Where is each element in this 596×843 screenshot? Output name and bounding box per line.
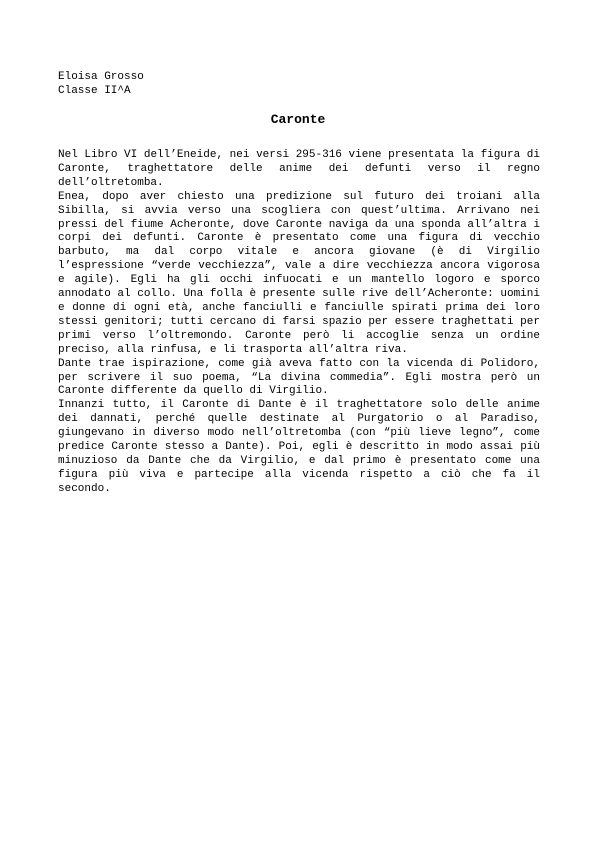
paragraph: Innanzi tutto, il Caronte di Dante è il traghettatore solo delle anime dei dannati, perché quelle destinate al Purgatorio o al Paradiso, giungevano in diverso modo nell’oltretomba (con “più lieve legno”, come predice Caronte stesso a Dante). Poi, egli è descritto in modo assai più minuzioso da Dante che da Virgilio, e dal primo è presentato come una figura più viva e partecipe alla vicenda rispetto a ciò che fa il secondo. xyxy=(58,399,540,495)
paragraph: Nel Libro VI dell’Eneide, nei versi 295-316 viene presentata la figura di Caronte, traghettatore delle anime dei defunti verso il regno dell’oltretomba. xyxy=(58,149,540,189)
document-header xyxy=(58,70,144,98)
document-title: Caronte xyxy=(270,112,326,127)
document-body xyxy=(58,149,540,497)
class-label: Classe II^A xyxy=(58,85,131,97)
author-name: Eloisa Grosso xyxy=(58,71,144,83)
paragraph: Enea, dopo aver chiesto una predizione sul futuro dei troiani alla Sibilla, si avvia verso una scogliera con quest’ultima. Arrivano nei pressi del fiume Acheronte, dove Caronte naviga da una sponda all’altra i corpi dei defunti. Caronte è presentato come una figura di vecchio barbuto, ma dal corpo vitale e ancora giovane (è di Virgilio l’espressione “verde vecchiezza”, vale a dire vecchiezza ancora vigorosa e agile). Egli ha gli occhi infuocati e un mantello logoro e sporco annodato al collo. Una folla è presente sulle rive dell’Acheronte: uomini e donne di ogni età, anche fanciulli e fanciulle spirati prima dei loro stessi genitori; tutti cercano di farsi spazio per essere traghettati per primi verso l’oltremondo. Caronte però li accoglie senza un ordine preciso, alla rinfusa, e li trasporta all’altra riva. xyxy=(58,190,540,356)
paragraph: Dante trae ispirazione, come già aveva fatto con la vicenda di Polidoro, per scrivere il suo poema, “La divina commedia”. Egli mostra però un Caronte differente da quello di Virgilio. xyxy=(58,357,540,398)
